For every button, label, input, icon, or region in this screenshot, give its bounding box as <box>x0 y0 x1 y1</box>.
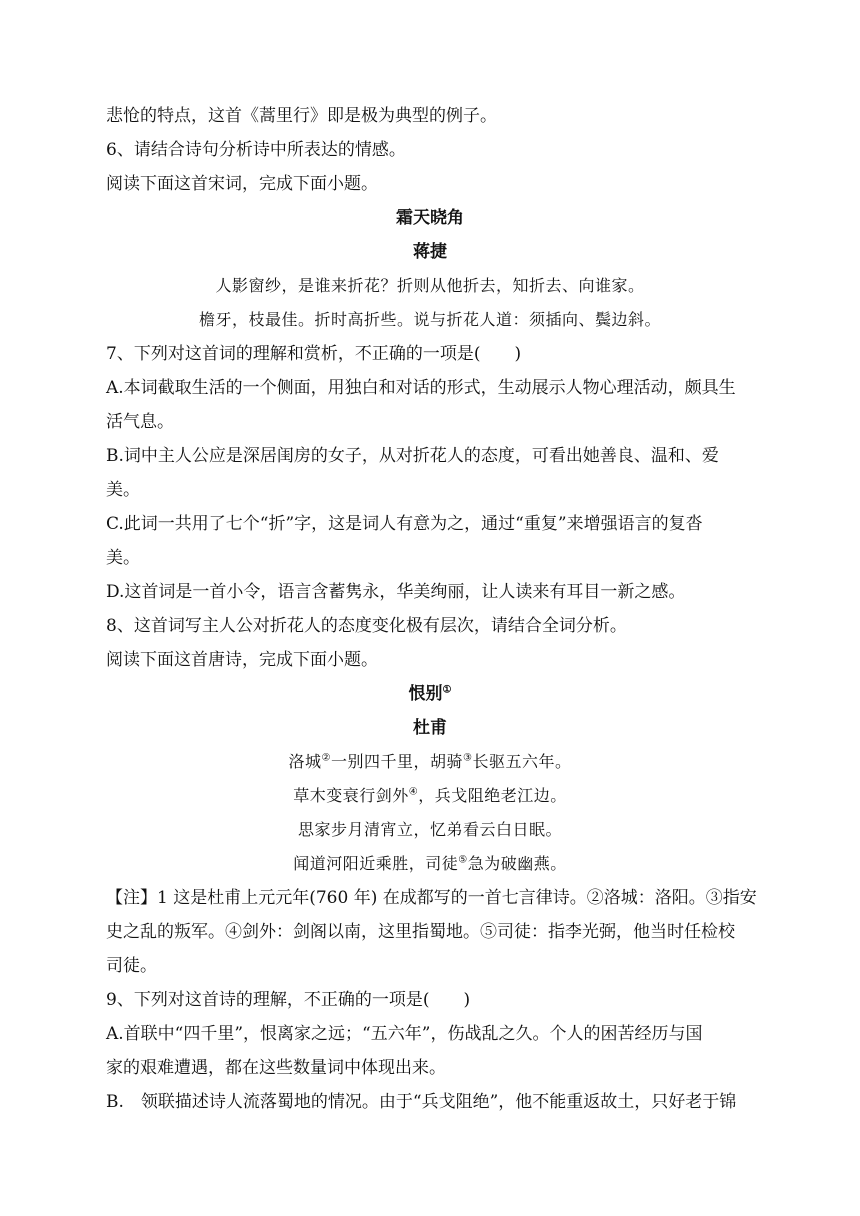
footnote-marker: ⑤ <box>458 854 468 866</box>
reading-instruction: 阅读下面这首唐诗，完成下面小题。 <box>106 650 378 670</box>
text-line: 悲怆的特点，这首《蒿里行》即是极为典型的例子。 <box>106 106 497 126</box>
poem-title: 霜天晓角 <box>396 208 464 228</box>
poem-verse: 檐牙，枝最佳。折时高折些。说与折花人道：须插向、鬓边斜。 <box>198 310 661 329</box>
option-c-cont: 美。 <box>106 548 140 568</box>
poem-verse: 闻道河阳近乘胜，司徒⑤急为破幽燕。 <box>293 854 567 873</box>
annotation-note-cont: 史之乱的叛军。④剑外：剑阁以南，这里指蜀地。⑤司徒：指李光弼，他当时任检校 <box>106 922 735 942</box>
question-8: 8、这首词写主人公对折花人的态度变化极有层次，请结合全词分析。 <box>106 616 627 636</box>
footnote-marker: ③ <box>463 752 473 764</box>
footnote-marker: ④ <box>408 786 419 798</box>
question-9: 9、下列对这首诗的理解，不正确的一项是( ) <box>106 990 471 1010</box>
option-a: A.本词截取生活的一个侧面，用独白和对话的形式，生动展示人物心理活动，颇具生 <box>106 378 736 398</box>
annotation-note-cont: 司徒。 <box>106 956 157 976</box>
option-c: C.此词一共用了七个“折”字，这是词人有意为之，通过“重复”来增强语言的复沓 <box>106 514 703 534</box>
reading-instruction: 阅读下面这首宋词，完成下面小题。 <box>106 174 378 194</box>
option-b-cont: 美。 <box>106 480 140 500</box>
poem-author: 杜甫 <box>413 718 447 738</box>
poem-verse: 洛城②一别四千里，胡骑③长驱五六年。 <box>288 752 572 771</box>
option-b: B.词中主人公应是深居闺房的女子，从对折花人的态度，可看出她善良、温和、爱 <box>106 446 719 466</box>
option-d: D.这首词是一首小令，语言含蓄隽永，华美绚丽，让人读来有耳目一新之感。 <box>106 582 686 602</box>
poem-title: 恨别① <box>408 684 452 704</box>
option-a-cont: 家的艰难遭遇，都在这些数量词中体现出来。 <box>106 1058 446 1078</box>
question-6: 6、请结合诗句分析诗中所表达的情感。 <box>106 140 406 160</box>
poem-verse: 思家步月清宵立，忆弟看云白日眠。 <box>297 820 562 839</box>
option-a-cont: 活气息。 <box>106 412 174 432</box>
option-a: A.首联中“四千里”，恨离家之远；“五六年”，伤战乱之久。个人的困苦经历与国 <box>106 1024 703 1044</box>
annotation-note: 【注】1 这是杜甫上元元年(760 年) 在成都写的一首七言律诗。②洛城：洛阳。③指安 <box>106 888 757 908</box>
poem-verse: 人影窗纱，是谁来折花？折则从他折去，知折去、向谁家。 <box>215 276 645 295</box>
option-b: B. 领联描述诗人流落蜀地的情况。由于“兵戈阻绝”，他不能重返故土，只好老于锦 <box>106 1092 737 1112</box>
question-7: 7、下列对这首词的理解和赏析，不正确的一项是( ) <box>106 344 522 364</box>
poem-author: 蒋捷 <box>413 242 447 262</box>
footnote-marker: ② <box>321 752 331 764</box>
poem-verse: 草木变衰行剑外④，兵戈阻绝老江边。 <box>293 786 567 805</box>
footnote-marker: ① <box>442 684 452 696</box>
